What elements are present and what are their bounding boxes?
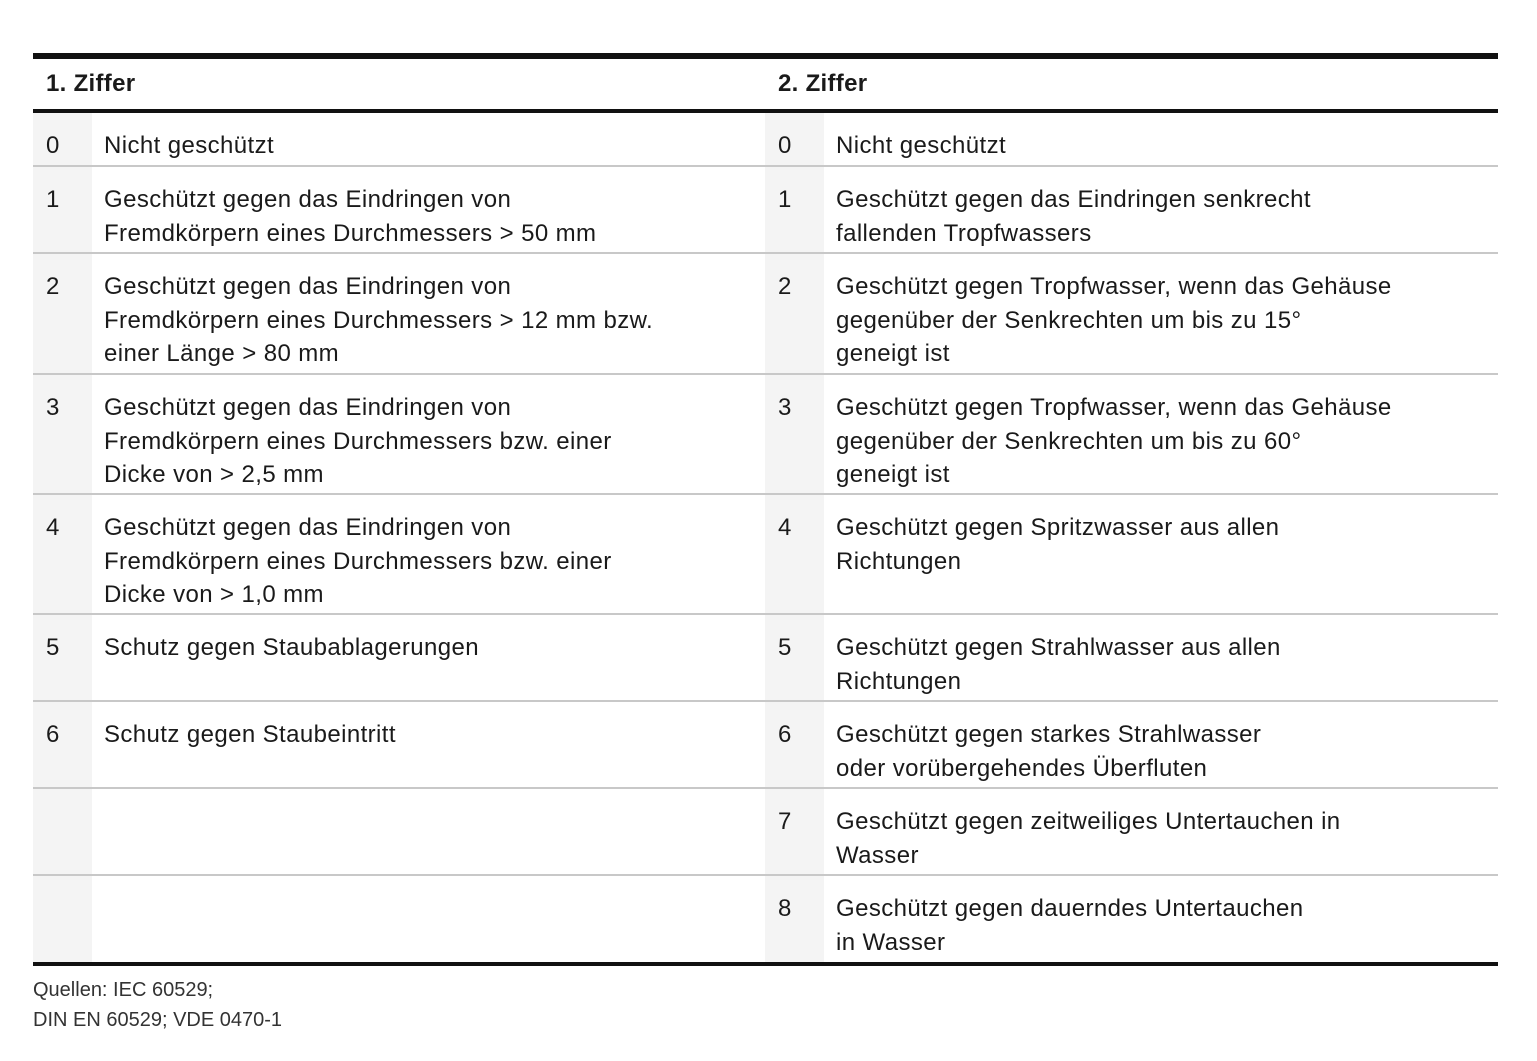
first-digit-description: Nicht geschützt	[104, 132, 275, 159]
second-digit-number: 4	[765, 495, 824, 613]
first-digit-description: Schutz gegen Staubeintritt	[104, 721, 396, 748]
second-digit-description: Geschützt gegen Tropfwasser, wenn das Gehäuse gegenüber der Senkrechten um bis zu 15° geneigt ist	[836, 273, 1392, 367]
first-digit-number: 0	[33, 113, 92, 165]
header-first-digit: 1. Ziffer	[46, 70, 136, 97]
ip-code-table	[33, 53, 1498, 966]
first-digit-description	[92, 876, 765, 962]
second-digit-number: 7	[765, 789, 824, 874]
first-digit-description: Geschützt gegen das Eindringen von Fremdkörpern eines Durchmessers bzw. einer Dicke von > 1,0 mm	[104, 514, 612, 608]
first-digit-number: 5	[33, 615, 92, 700]
table-header	[33, 59, 1498, 113]
sources-line-2: DIN EN 60529; VDE 0470-1	[33, 1008, 283, 1031]
second-digit-number: 5	[765, 615, 824, 700]
first-digit-number	[33, 789, 92, 874]
first-digit-number: 6	[33, 702, 92, 787]
first-digit-number	[33, 876, 92, 962]
second-digit-description: Geschützt gegen zeitweiliges Untertauchen in Wasser	[836, 808, 1341, 869]
table-row	[33, 615, 1498, 702]
header-second-digit: 2. Ziffer	[778, 70, 868, 97]
second-digit-number: 8	[765, 876, 824, 962]
table-body	[33, 113, 1498, 966]
first-digit-number: 4	[33, 495, 92, 613]
second-digit-number: 1	[765, 167, 824, 252]
second-digit-number: 6	[765, 702, 824, 787]
second-digit-description: Geschützt gegen das Eindringen senkrecht fallenden Tropfwassers	[836, 186, 1311, 247]
second-digit-description: Nicht geschützt	[836, 132, 1007, 159]
first-digit-description: Schutz gegen Staubablagerungen	[104, 634, 479, 661]
table-row	[33, 254, 1498, 375]
sources-line-1: Quellen: IEC 60529;	[33, 979, 214, 1001]
first-digit-description	[92, 789, 765, 874]
first-digit-number: 1	[33, 167, 92, 252]
second-digit-description: Geschützt gegen Strahlwasser aus allen Richtungen	[836, 634, 1281, 695]
first-digit-description: Geschützt gegen das Eindringen von Fremdkörpern eines Durchmessers > 50 mm	[104, 186, 597, 247]
table-row	[33, 113, 1498, 167]
table-row	[33, 789, 1498, 876]
second-digit-number: 2	[765, 254, 824, 373]
table-row	[33, 702, 1498, 789]
table-row	[33, 375, 1498, 495]
first-digit-number: 2	[33, 254, 92, 373]
first-digit-description: Geschützt gegen das Eindringen von Fremdkörpern eines Durchmessers bzw. einer Dicke von > 2,5 mm	[104, 394, 612, 488]
first-digit-number: 3	[33, 375, 92, 493]
table-row	[33, 167, 1498, 254]
second-digit-description: Geschützt gegen Tropfwasser, wenn das Gehäuse gegenüber der Senkrechten um bis zu 60° geneigt ist	[836, 394, 1392, 488]
sources-note	[33, 976, 282, 1035]
table-row	[33, 876, 1498, 962]
second-digit-number: 3	[765, 375, 824, 493]
table-row	[33, 495, 1498, 615]
second-digit-description: Geschützt gegen starkes Strahlwasser oder vorübergehendes Überfluten	[836, 721, 1262, 782]
first-digit-description: Geschützt gegen das Eindringen von Fremdkörpern eines Durchmessers > 12 mm bzw. einer Länge > 80 mm	[104, 273, 654, 367]
second-digit-number: 0	[765, 113, 824, 165]
second-digit-description: Geschützt gegen dauerndes Untertauchen in Wasser	[836, 895, 1304, 956]
second-digit-description: Geschützt gegen Spritzwasser aus allen Richtungen	[836, 514, 1280, 575]
